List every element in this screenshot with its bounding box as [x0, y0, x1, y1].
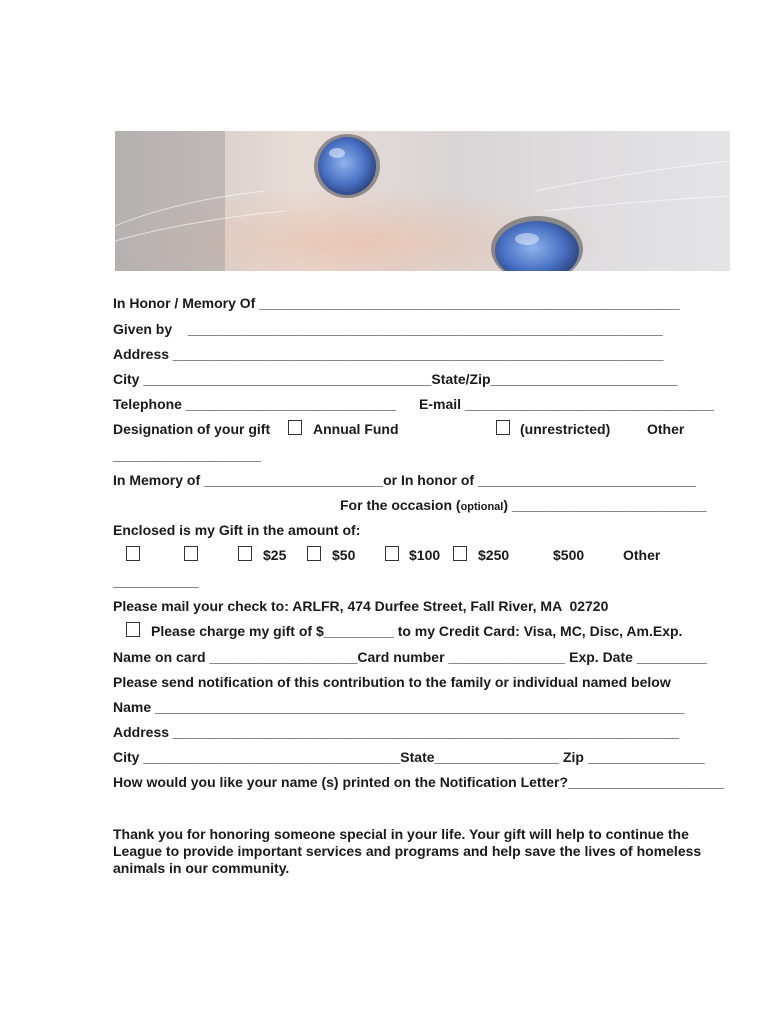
enclosed-label: Enclosed is my Gift in the amount of:	[113, 522, 361, 538]
kitten-photo	[115, 131, 730, 271]
annual-fund-checkbox[interactable]	[288, 420, 302, 435]
annual-fund-label: Annual Fund	[313, 421, 399, 437]
notify-city-line[interactable]: City _________________________________State________________ Zip _______________	[113, 749, 705, 765]
amount-250-label: $250	[478, 547, 510, 563]
amount-250-checkbox[interactable]	[453, 546, 467, 561]
occasion-optional: optional	[460, 501, 504, 513]
occasion-line[interactable]	[340, 496, 707, 516]
amount-100-checkbox[interactable]	[385, 546, 399, 561]
occasion-prefix: For the occasion (	[340, 497, 461, 513]
notify-name-line[interactable]: Name ____________________________________________________________________	[113, 699, 685, 715]
designation-label: Designation of your gift	[113, 421, 271, 437]
telephone-line[interactable]: Telephone ___________________________	[113, 396, 397, 412]
kitten-photo-illustration	[115, 131, 730, 271]
amount-50-label: $50	[332, 547, 356, 563]
city-statezip-line[interactable]: City _____________________________________State/Zip________________________	[113, 371, 678, 387]
amount-50-checkbox[interactable]	[307, 546, 321, 561]
in-memory-line[interactable]: In Memory of _______________________or In honor of ____________________________	[113, 472, 696, 488]
amount-25-label: $25	[263, 547, 287, 563]
printed-name-line[interactable]: How would you like your name (s) printed on the Notification Letter?____________________	[113, 774, 724, 790]
amount-blank-checkbox-2[interactable]	[184, 546, 198, 561]
email-line[interactable]: E-mail ________________________________	[419, 396, 715, 412]
amount-500-label: $500	[553, 547, 585, 563]
occasion-suffix: ) _________________________	[503, 497, 707, 513]
charge-card-checkbox[interactable]	[126, 622, 140, 637]
notify-address-line[interactable]: Address _________________________________________________________________	[113, 724, 680, 740]
address-line[interactable]: Address _______________________________________________________________	[113, 346, 664, 362]
mail-to-text: Please mail your check to: ARLFR, 474 Durfee Street, Fall River, MA 02720	[113, 598, 609, 614]
unrestricted-label: (unrestricted)	[520, 421, 611, 437]
card-details-line[interactable]: Name on card ___________________Card number _______________ Exp. Date _________	[113, 649, 707, 665]
designation-other-label: Other	[647, 421, 685, 437]
amount-blank-checkbox-1[interactable]	[126, 546, 140, 561]
honor-memory-line[interactable]: In Honor / Memory Of ______________________________________________________	[113, 295, 680, 311]
given-by-line[interactable]: Given by _____________________________________________________________	[113, 321, 663, 337]
amount-other-line[interactable]: ___________	[113, 573, 199, 589]
amount-25-checkbox[interactable]	[238, 546, 252, 561]
charge-card-line[interactable]: Please charge my gift of $_________ to my Credit Card: Visa, MC, Disc, Am.Exp.	[151, 623, 683, 639]
notification-instruction: Please send notification of this contribution to the family or individual named below	[113, 674, 671, 690]
amount-100-label: $100	[409, 547, 441, 563]
closing-message: Thank you for honoring someone special in your life. Your gift will help to continue the League to provide important services and programs and help save the lives of homeless animals in our community.	[113, 826, 702, 876]
amount-other-label: Other	[623, 547, 661, 563]
designation-other-line[interactable]: ___________________	[113, 447, 261, 463]
unrestricted-checkbox[interactable]	[496, 420, 510, 435]
